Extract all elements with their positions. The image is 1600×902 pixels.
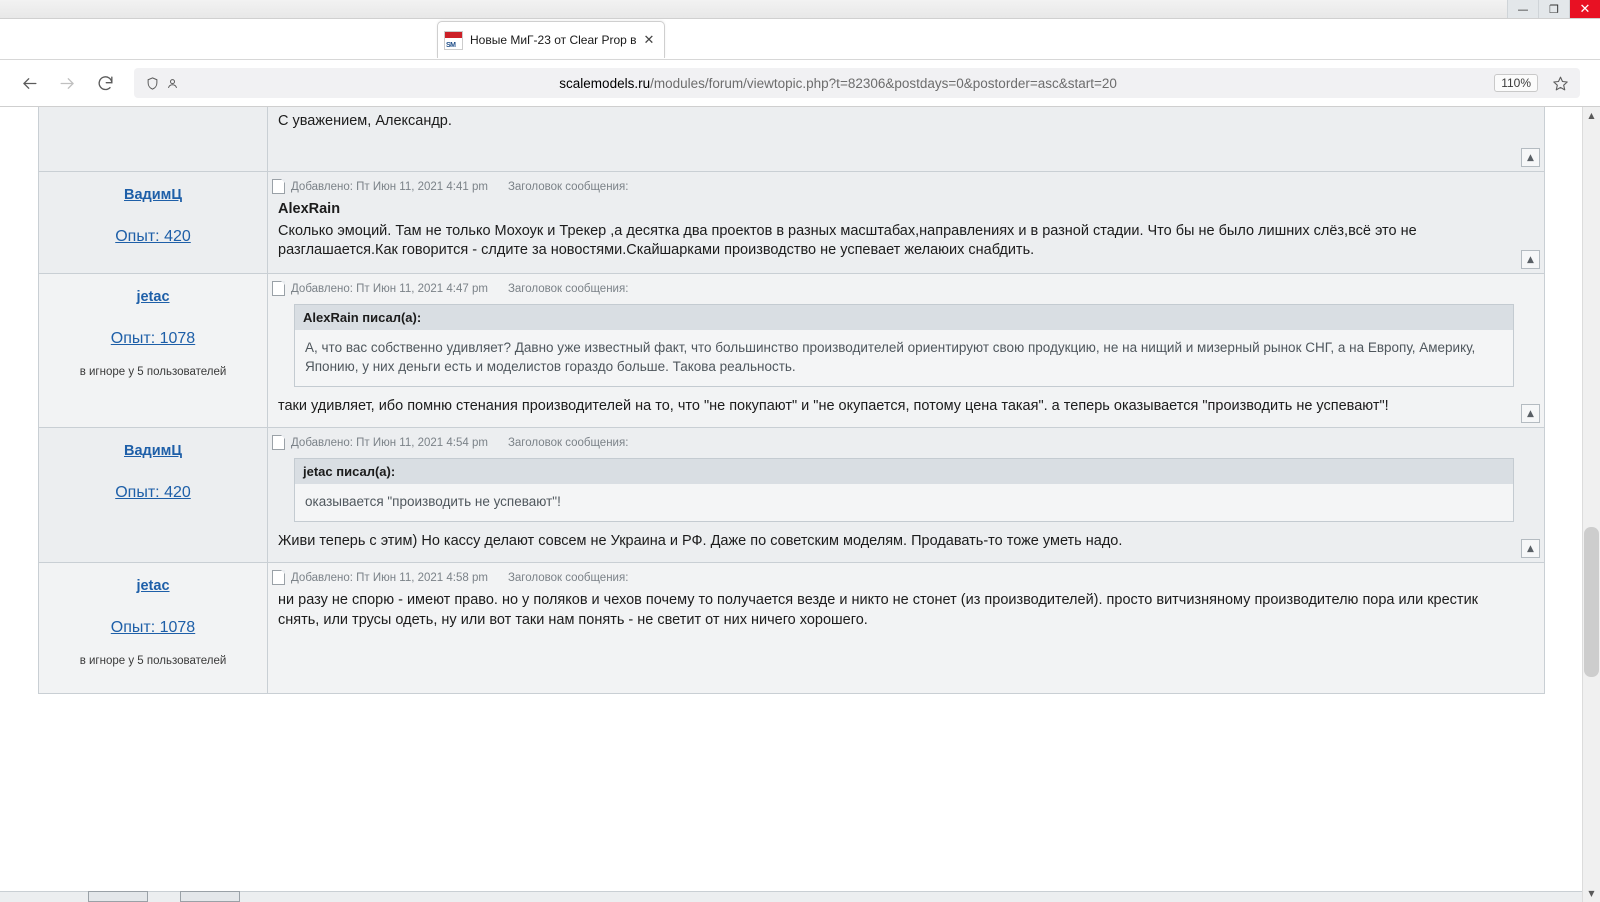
scrollbar-up-arrow[interactable]: ▲ [1588,111,1595,120]
post-date: Добавлено: Пт Июн 11, 2021 4:58 pm [291,571,488,584]
address-bar[interactable] [134,68,1580,98]
post-mention: AlexRain [278,201,341,217]
post-date: Добавлено: Пт Июн 11, 2021 4:41 pm [291,180,488,193]
post-header [268,172,1544,198]
close-icon: ✕ [1579,1,1591,17]
bottom-button-right[interactable] [180,891,240,902]
page-scrollbar[interactable] [1582,107,1600,902]
scroll-to-top-button[interactable]: ▲ [1521,250,1540,269]
back-arrow-icon [20,74,39,93]
post-date: Добавлено: Пт Июн 11, 2021 4:47 pm [291,282,488,295]
post-subject-label: Заголовок сообщения: [507,436,629,449]
forum-post [39,428,1544,563]
post-author-experience[interactable]: Опыт: 420 [115,228,191,245]
quote-body: оказывается "производить не успевают"! [294,484,1514,522]
post-subject-label: Заголовок сообщения: [507,282,629,295]
zoom-level-badge[interactable]: 110% [1494,74,1538,92]
post-text: ни разу не спорю - имеют право. но у поляков и чехов почему то получается везде и никто не стонет (из производителей). просто витчизняному производителю пора или крестик снять, или трусы одеть, ну или вот таки нам понять - не светит от них ничего хорошего. [278,592,1479,628]
forum-page [0,107,1583,902]
back-button[interactable] [12,66,46,100]
post-author-name[interactable]: jetac [136,578,170,595]
forum-thread [38,107,1545,694]
post-content-column [268,563,1544,692]
tab-close-icon[interactable]: ✕ [643,32,655,48]
post-date: Добавлено: Пт Июн 11, 2021 4:54 pm [291,436,488,449]
post-header [268,274,1544,300]
post-body [268,198,1544,273]
post-author-ignore-note: в игноре у 5 пользователей [79,366,227,379]
message-icon [272,179,285,194]
post-body [268,589,1544,642]
forum-post [39,274,1544,428]
browser-tabstrip [0,19,1600,60]
post-author-name[interactable]: ВадимЦ [124,443,182,460]
reload-button[interactable] [88,66,122,100]
site-info-icon[interactable] [162,73,182,93]
scroll-to-top-button[interactable]: ▲ [1521,404,1540,423]
message-icon [272,435,285,450]
post-subject-label: Заголовок сообщения: [507,571,629,584]
reload-icon [96,74,115,93]
tab-title: Новые МиГ-23 от Clear Prop в [470,33,637,47]
post-author-experience[interactable]: Опыт: 1078 [110,619,196,637]
window-titlebar [0,0,1600,19]
tracking-protection-shield-icon[interactable] [142,73,162,93]
window-minimize-button[interactable] [1507,0,1538,18]
message-icon [272,281,285,296]
post-author-column [39,563,268,692]
scroll-to-top-button[interactable]: ▲ [1521,148,1540,167]
post-header [268,428,1544,454]
quote-header: jetac писал(а): [294,458,1514,484]
forum-post [39,563,1544,693]
post-text: таки удивляет, ибо помню стенания производителей на то, что "не покупают" и "не окупается, потому цена такая". а теперь оказывается "производить не успевают"! [278,398,1389,415]
post-author-name[interactable]: ВадимЦ [124,187,182,203]
forward-button[interactable] [50,66,84,100]
favicon-label: SM [446,41,456,49]
window-maximize-button[interactable] [1538,0,1569,18]
scroll-to-top-button[interactable]: ▲ [1521,539,1540,558]
forward-arrow-icon [58,74,77,93]
browser-toolbar [0,60,1600,107]
post-author-experience[interactable]: Опыт: 1078 [110,330,196,348]
post-content-column [268,107,1544,171]
post-author-column [39,274,268,427]
url-text[interactable] [182,76,1494,91]
page-viewport [0,107,1600,902]
post-text: С уважением, Александр. [278,113,452,129]
post-author-name[interactable]: jetac [136,289,170,306]
post-author-column [39,428,268,562]
post-author-column [39,172,268,273]
post-text: Сколько эмоций. Там не только Мохоук и Трекер ,а десятка два проектов в разных масштабах,направлениях и в разной стадии. Что бы не было лишних слёз,всё это не разглашается.Как говорится - слдите за новостями.Скайшарками производство не успевает желаюих снабдить. [278,222,1417,259]
message-icon [272,570,285,585]
quote-body: А, что вас собственно удивляет? Давно уже известный факт, что большинство производителей ориентируют свою продукцию, не на нищий и мизерный рынок СНГ, а на Европу, Америку, Японию, у них деньги есть и моделистов гораздо больше. Такова реальность. [294,330,1514,387]
maximize-icon: ❐ [1549,2,1559,16]
site-favicon-icon [444,31,463,50]
bottom-button-left[interactable] [88,891,148,902]
scrollbar-thumb[interactable] [1584,527,1599,677]
bookmark-star-icon[interactable] [1548,71,1572,95]
post-content-column [268,274,1544,427]
url-path: /modules/forum/viewtopic.php?t=82306&postdays=0&postorder=asc&start=20 [650,75,1117,91]
window-close-button[interactable] [1569,0,1600,18]
post-text: Живи теперь с этим) Но кассу делают совсем не Украина и РФ. Даже по советским моделям. Продавать-то тоже уметь надо. [278,533,1123,550]
post-partial-top [39,107,1544,172]
post-header [268,563,1544,589]
minimize-icon: — [1517,2,1529,16]
post-content-column [268,428,1544,562]
browser-tab[interactable] [437,21,665,58]
post-author-column [39,107,268,171]
quote-header: AlexRain писал(а): [294,304,1514,330]
forum-post [39,172,1544,274]
post-content-column [268,172,1544,273]
url-domain: scalemodels.ru [559,75,651,91]
page-bottom-strip [0,891,1583,902]
post-subject-label: Заголовок сообщения: [507,180,629,193]
post-author-experience[interactable]: Опыт: 420 [115,484,191,502]
post-author-ignore-note: в игноре у 5 пользователей [79,655,227,668]
scrollbar-down-arrow[interactable]: ▼ [1588,889,1595,898]
